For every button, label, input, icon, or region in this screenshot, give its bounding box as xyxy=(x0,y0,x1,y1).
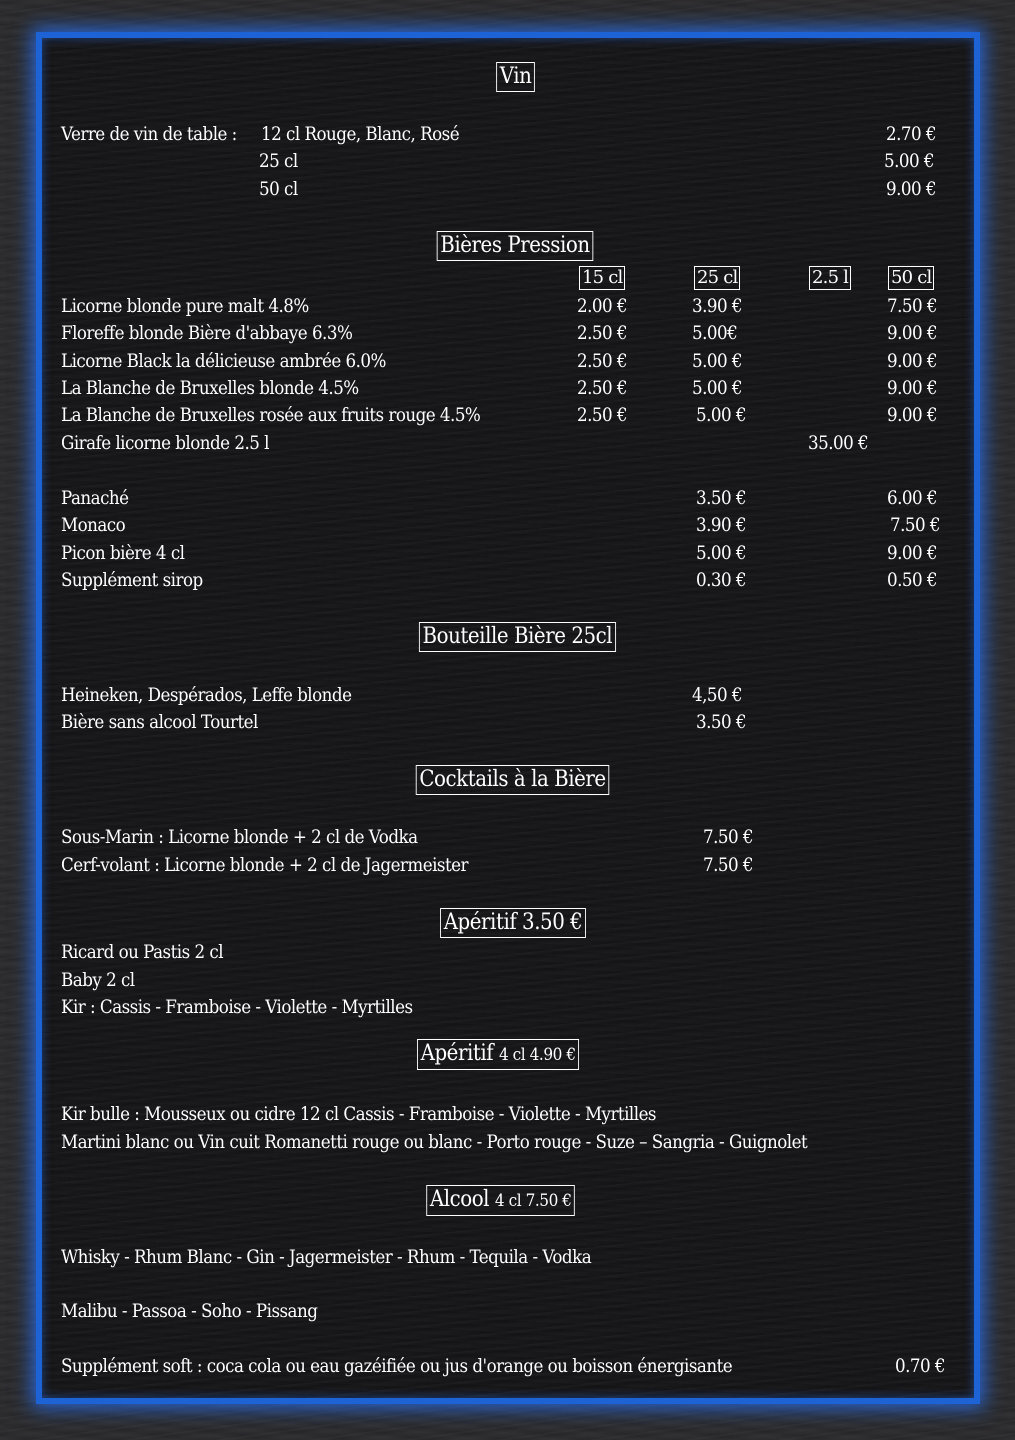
col-header-15cl: 15 cl xyxy=(579,266,625,290)
section-heading-bouteille: Bouteille Bière 25cl xyxy=(419,622,616,652)
aperitif-line: Ricard ou Pastis 2 cl xyxy=(61,941,224,963)
col-header-50cl: 50 cl xyxy=(888,266,934,290)
supplement-soft-price: 0.70 € xyxy=(895,1355,946,1377)
vin-size-12: 12 cl Rouge, Blanc, Rosé xyxy=(261,123,460,145)
extra-price-50: 7.50 € xyxy=(890,514,941,536)
pression-price-50: 9.00 € xyxy=(887,377,938,399)
vin-label: Verre de vin de table : xyxy=(61,123,237,145)
col-header-25cl: 25 cl xyxy=(694,266,740,290)
cocktail-price: 7.50 € xyxy=(703,854,754,876)
pression-name: La Blanche de Bruxelles blonde 4.5% xyxy=(61,377,359,399)
vin-size-25: 25 cl xyxy=(259,150,298,172)
alcool-line: Malibu - Passoa - Soho - Pissang xyxy=(61,1300,318,1322)
pression-price-15: 2.50 € xyxy=(577,377,628,399)
extra-name: Supplément sirop xyxy=(61,569,203,591)
vin-size-50: 50 cl xyxy=(259,178,298,200)
section-heading-pression: Bières Pression xyxy=(437,231,594,261)
pression-name: Licorne Black la délicieuse ambrée 6.0% xyxy=(61,350,386,372)
bouteille-price: 3.50 € xyxy=(696,711,747,733)
cocktail-name: Sous-Marin : Licorne blonde + 2 cl de Vodka xyxy=(61,826,418,848)
section-heading-aperitif-4cl xyxy=(417,1039,579,1070)
pression-price-50: 7.50 € xyxy=(887,295,938,317)
extra-price-25: 5.00 € xyxy=(696,542,747,564)
pression-price-25: 5.00 € xyxy=(692,350,743,372)
vin-price-12: 2.70 € xyxy=(886,123,937,145)
col-header-2-5l: 2.5 l xyxy=(809,266,851,290)
section-heading-cocktails: Cocktails à la Bière xyxy=(416,765,610,795)
cocktail-name: Cerf-volant : Licorne blonde + 2 cl de Jagermeister xyxy=(61,854,468,876)
aperitif-4cl-line: Kir bulle : Mousseux ou cidre 12 cl Cassis - Framboise - Violette - Myrtilles xyxy=(61,1103,656,1125)
pression-price-50: 9.00 € xyxy=(887,404,938,426)
vin-price-25: 5.00 € xyxy=(884,150,935,172)
aperitif-4cl-line: Martini blanc ou Vin cuit Romanetti rouge ou blanc - Porto rouge - Suze – Sangria - Guignolet xyxy=(61,1131,808,1153)
alcool-line: Whisky - Rhum Blanc - Gin - Jagermeister - Rhum - Tequila - Vodka xyxy=(61,1246,592,1268)
pression-price-25: 3.90 € xyxy=(692,295,743,317)
extra-name: Panaché xyxy=(61,487,129,509)
extra-price-25: 3.90 € xyxy=(696,514,747,536)
bouteille-name: Bière sans alcool Tourtel xyxy=(61,711,258,733)
alcool-heading-main: Alcool xyxy=(429,1187,490,1212)
pression-name: Licorne blonde pure malt 4.8% xyxy=(61,295,309,317)
pression-price-25: 5.00 € xyxy=(692,377,743,399)
girafe-name: Girafe licorne blonde 2.5 l xyxy=(61,432,269,454)
bouteille-name: Heineken, Despérados, Leffe blonde xyxy=(61,684,352,706)
pression-price-50: 9.00 € xyxy=(887,322,938,344)
extra-price-50: 6.00 € xyxy=(887,487,938,509)
extra-price-50: 9.00 € xyxy=(887,542,938,564)
girafe-price: 35.00 € xyxy=(808,432,869,454)
pression-price-15: 2.50 € xyxy=(577,350,628,372)
pression-name: La Blanche de Bruxelles rosée aux fruits rouge 4.5% xyxy=(61,404,481,426)
alcool-heading-sub: 4 cl 7.50 € xyxy=(494,1191,572,1211)
vin-price-50: 9.00 € xyxy=(886,178,937,200)
supplement-soft: Supplément soft : coca cola ou eau gazéifiée ou jus d'orange ou boisson énergisante xyxy=(61,1355,733,1377)
pression-price-25: 5.00€ xyxy=(692,322,738,344)
pression-price-15: 2.50 € xyxy=(577,322,628,344)
aperitif-4cl-heading-sub: 4 cl 4.90 € xyxy=(498,1045,576,1065)
section-heading-vin: Vin xyxy=(496,62,535,92)
aperitif-line: Kir : Cassis - Framboise - Violette - Myrtilles xyxy=(61,996,413,1018)
extra-price-25: 3.50 € xyxy=(696,487,747,509)
extra-price-50: 0.50 € xyxy=(887,569,938,591)
pression-price-50: 9.00 € xyxy=(887,350,938,372)
cocktail-price: 7.50 € xyxy=(703,826,754,848)
aperitif-4cl-heading-main: Apéritif xyxy=(420,1041,494,1066)
extra-name: Picon bière 4 cl xyxy=(61,542,185,564)
section-heading-aperitif: Apéritif 3.50 € xyxy=(440,908,586,938)
pression-price-15: 2.00 € xyxy=(577,295,628,317)
pression-price-15: 2.50 € xyxy=(577,404,628,426)
bouteille-price: 4,50 € xyxy=(692,684,743,706)
pression-price-25: 5.00 € xyxy=(696,404,747,426)
pression-name: Floreffe blonde Bière d'abbaye 6.3% xyxy=(61,322,353,344)
extra-name: Monaco xyxy=(61,514,126,536)
section-heading-alcool xyxy=(426,1185,575,1216)
aperitif-line: Baby 2 cl xyxy=(61,969,135,991)
extra-price-25: 0.30 € xyxy=(696,569,747,591)
